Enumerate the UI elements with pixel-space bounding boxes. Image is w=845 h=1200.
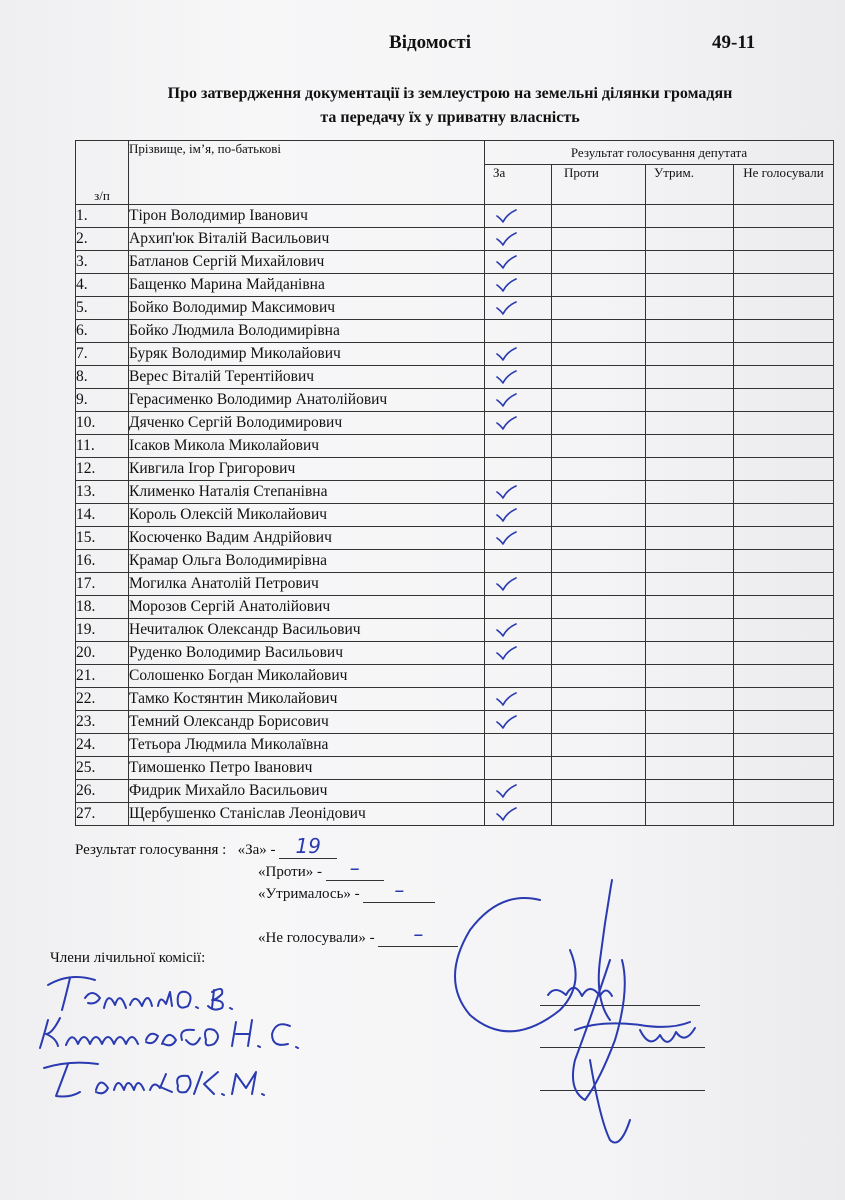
vote-proty-cell <box>552 297 646 320</box>
table-row <box>76 504 834 527</box>
vote-ne-cell <box>734 665 834 688</box>
vote-za-cell <box>485 527 552 550</box>
row-number: 3. <box>76 251 129 274</box>
row-number: 23. <box>76 711 129 734</box>
document-number: 49-11 <box>712 32 756 53</box>
za-value: 19 <box>295 834 321 858</box>
vote-proty-cell <box>552 757 646 780</box>
vote-ne-cell <box>734 320 834 343</box>
checkmark-icon <box>495 484 517 500</box>
vote-za-cell <box>485 780 552 803</box>
vote-proty-cell <box>552 343 646 366</box>
vote-utrym-cell <box>646 228 734 251</box>
row-number: 12. <box>76 458 129 481</box>
checkmark-icon <box>495 369 517 385</box>
vote-proty-cell <box>552 550 646 573</box>
checkmark-icon <box>495 576 517 592</box>
table-row <box>76 780 834 803</box>
vote-ne-cell <box>734 412 834 435</box>
row-number: 4. <box>76 274 129 297</box>
deputy-name: Тетьора Людмила Миколаївна <box>129 734 485 757</box>
vote-utrym-cell <box>646 297 734 320</box>
vote-utrym-cell <box>646 711 734 734</box>
header-ne-golosuvaly: Не голосували <box>734 165 834 205</box>
vote-ne-cell <box>734 573 834 596</box>
row-number: 17. <box>76 573 129 596</box>
table-row <box>76 642 834 665</box>
vote-za-cell <box>485 550 552 573</box>
deputy-name: Бойко Людмила Володимирівна <box>129 320 485 343</box>
row-number: 6. <box>76 320 129 343</box>
row-number: 8. <box>76 366 129 389</box>
utrym-label: «Утрималось» - <box>258 886 360 902</box>
vote-za-cell <box>485 803 552 826</box>
vote-utrym-cell <box>646 596 734 619</box>
vote-utrym-cell <box>646 366 734 389</box>
row-number: 13. <box>76 481 129 504</box>
vote-ne-cell <box>734 343 834 366</box>
vote-za-cell <box>485 504 552 527</box>
vote-utrym-cell <box>646 205 734 228</box>
checkmark-icon <box>495 415 517 431</box>
deputy-name: Темний Олександр Борисович <box>129 711 485 734</box>
table-row <box>76 205 834 228</box>
table-row <box>76 573 834 596</box>
vote-za-cell <box>485 665 552 688</box>
vote-proty-cell <box>552 389 646 412</box>
row-number: 18. <box>76 596 129 619</box>
document-title: Відомості <box>389 32 471 53</box>
signature-large <box>455 880 695 1143</box>
vote-ne-cell <box>734 757 834 780</box>
signature-line-3 <box>540 1090 705 1091</box>
row-number: 2. <box>76 228 129 251</box>
vote-za-cell <box>485 320 552 343</box>
vote-utrym-cell <box>646 504 734 527</box>
vote-ne-cell <box>734 711 834 734</box>
vote-utrym-cell <box>646 780 734 803</box>
ne-value: – <box>413 922 424 946</box>
deputy-name: Щербушенко Станіслав Леонідович <box>129 803 485 826</box>
vote-ne-cell <box>734 688 834 711</box>
vote-za-cell <box>485 228 552 251</box>
ne-value-field <box>378 922 458 947</box>
vote-ne-cell <box>734 435 834 458</box>
row-number: 7. <box>76 343 129 366</box>
vote-proty-cell <box>552 665 646 688</box>
commission-label: Члени лічильної комісії: <box>50 950 206 966</box>
table-row <box>76 596 834 619</box>
vote-za-cell <box>485 366 552 389</box>
vote-proty-cell <box>552 251 646 274</box>
deputy-name: Ісаков Микола Миколайович <box>129 435 485 458</box>
ne-label: «Не голосували» - <box>258 930 375 946</box>
vote-proty-cell <box>552 458 646 481</box>
checkmark-icon <box>495 645 517 661</box>
vote-za-cell <box>485 596 552 619</box>
deputy-name: Руденко Володимир Васильович <box>129 642 485 665</box>
checkmark-icon <box>495 622 517 638</box>
deputy-name: Крамар Ольга Володимирівна <box>129 550 485 573</box>
deputy-name: Тимошенко Петро Іванович <box>129 757 485 780</box>
voting-table <box>75 140 834 826</box>
vote-utrym-cell <box>646 251 734 274</box>
checkmark-icon <box>495 346 517 362</box>
deputy-name: Тірон Володимир Іванович <box>129 205 485 228</box>
table-row <box>76 320 834 343</box>
vote-za-cell <box>485 297 552 320</box>
vote-za-cell <box>485 688 552 711</box>
header-number: з/п <box>76 141 129 205</box>
vote-utrym-cell <box>646 757 734 780</box>
vote-ne-cell <box>734 458 834 481</box>
table-row <box>76 527 834 550</box>
vote-ne-cell <box>734 228 834 251</box>
table-row <box>76 803 834 826</box>
row-number: 20. <box>76 642 129 665</box>
checkmark-icon <box>495 530 517 546</box>
vote-utrym-cell <box>646 619 734 642</box>
table-row <box>76 481 834 504</box>
vote-za-cell <box>485 573 552 596</box>
deputy-name: Бойко Володимир Максимович <box>129 297 485 320</box>
document-subtitle <box>60 82 840 130</box>
table-row <box>76 366 834 389</box>
deputy-name: Фидрик Михайло Васильович <box>129 780 485 803</box>
table-row <box>76 343 834 366</box>
vote-proty-cell <box>552 573 646 596</box>
vote-ne-cell <box>734 734 834 757</box>
vote-za-cell <box>485 389 552 412</box>
vote-utrym-cell <box>646 274 734 297</box>
vote-ne-cell <box>734 550 834 573</box>
table-row <box>76 251 834 274</box>
deputy-name: Батланов Сергій Михайлович <box>129 251 485 274</box>
vote-utrym-cell <box>646 389 734 412</box>
vote-proty-cell <box>552 412 646 435</box>
vote-ne-cell <box>734 642 834 665</box>
vote-ne-cell <box>734 274 834 297</box>
vote-ne-cell <box>734 596 834 619</box>
vote-za-cell <box>485 412 552 435</box>
vote-ne-cell <box>734 504 834 527</box>
row-number: 19. <box>76 619 129 642</box>
result-utrym-line <box>258 878 435 903</box>
row-number: 1. <box>76 205 129 228</box>
vote-proty-cell <box>552 320 646 343</box>
deputy-name: Архип'юк Віталій Васильович <box>129 228 485 251</box>
header-utrym: Утрим. <box>646 165 734 205</box>
proty-value: – <box>349 856 360 880</box>
result-za-line <box>75 834 337 859</box>
proty-label: «Проти» - <box>258 864 322 880</box>
vote-utrym-cell <box>646 642 734 665</box>
vote-proty-cell <box>552 435 646 458</box>
vote-ne-cell <box>734 205 834 228</box>
vote-ne-cell <box>734 619 834 642</box>
vote-ne-cell <box>734 803 834 826</box>
row-number: 21. <box>76 665 129 688</box>
vote-utrym-cell <box>646 803 734 826</box>
row-number: 25. <box>76 757 129 780</box>
vote-utrym-cell <box>646 573 734 596</box>
table-row <box>76 228 834 251</box>
table-row <box>76 389 834 412</box>
table-row <box>76 274 834 297</box>
deputy-name: Верес Віталій Терентійович <box>129 366 485 389</box>
deputy-name: Морозов Сергій Анатолійович <box>129 596 485 619</box>
vote-proty-cell <box>552 504 646 527</box>
deputy-name: Косюченко Вадим Андрійович <box>129 527 485 550</box>
deputy-name: Буряк Володимир Миколайович <box>129 343 485 366</box>
checkmark-icon <box>495 691 517 707</box>
vote-proty-cell <box>552 711 646 734</box>
signature-line-1 <box>540 1005 700 1006</box>
signature-line-2 <box>540 1047 705 1048</box>
row-number: 14. <box>76 504 129 527</box>
checkmark-icon <box>495 277 517 293</box>
table-row <box>76 550 834 573</box>
vote-za-cell <box>485 343 552 366</box>
vote-za-cell <box>485 205 552 228</box>
row-number: 24. <box>76 734 129 757</box>
table-row <box>76 435 834 458</box>
vote-proty-cell <box>552 527 646 550</box>
checkmark-icon <box>495 254 517 270</box>
vote-za-cell <box>485 458 552 481</box>
row-number: 26. <box>76 780 129 803</box>
row-number: 16. <box>76 550 129 573</box>
row-number: 10. <box>76 412 129 435</box>
vote-utrym-cell <box>646 527 734 550</box>
vote-proty-cell <box>552 642 646 665</box>
vote-za-cell <box>485 251 552 274</box>
vote-utrym-cell <box>646 320 734 343</box>
vote-ne-cell <box>734 527 834 550</box>
vote-proty-cell <box>552 734 646 757</box>
row-number: 27. <box>76 803 129 826</box>
vote-proty-cell <box>552 274 646 297</box>
table-row <box>76 619 834 642</box>
checkmark-icon <box>495 806 517 822</box>
vote-za-cell <box>485 757 552 780</box>
vote-utrym-cell <box>646 458 734 481</box>
checkmark-icon <box>495 507 517 523</box>
checkmark-icon <box>495 783 517 799</box>
signature-klymenko <box>40 1018 298 1048</box>
subtitle-line-1: Про затвердження документації із землеустрою на земельні ділянки громадян <box>167 85 733 102</box>
table-row <box>76 412 834 435</box>
header-za: За <box>485 165 552 205</box>
za-label: «За» - <box>237 842 276 858</box>
table-row <box>76 688 834 711</box>
deputy-name: Клименко Наталія Степанівна <box>129 481 485 504</box>
table-row <box>76 665 834 688</box>
checkmark-icon <box>495 231 517 247</box>
vote-za-cell <box>485 481 552 504</box>
deputy-name: Солошенко Богдан Миколайович <box>129 665 485 688</box>
row-number: 22. <box>76 688 129 711</box>
vote-proty-cell <box>552 366 646 389</box>
table-row <box>76 734 834 757</box>
results-label: Результат голосування : <box>75 842 227 858</box>
row-number: 11. <box>76 435 129 458</box>
vote-proty-cell <box>552 596 646 619</box>
vote-utrym-cell <box>646 435 734 458</box>
deputy-name: Бащенко Марина Майданівна <box>129 274 485 297</box>
header-name: Прізвище, ім’я, по-батькові <box>129 141 485 205</box>
vote-za-cell <box>485 711 552 734</box>
table-row <box>76 757 834 780</box>
vote-utrym-cell <box>646 688 734 711</box>
table-row <box>76 711 834 734</box>
table-row <box>76 297 834 320</box>
signature-tamko <box>44 1063 264 1097</box>
checkmark-icon <box>495 714 517 730</box>
deputy-name: Король Олексій Миколайович <box>129 504 485 527</box>
signature-temnyi <box>48 977 232 1010</box>
checkmark-icon <box>495 392 517 408</box>
vote-za-cell <box>485 435 552 458</box>
result-ne-line <box>258 922 458 947</box>
vote-utrym-cell <box>646 412 734 435</box>
deputy-name: Тамко Костянтин Миколайович <box>129 688 485 711</box>
utrym-value-field <box>363 878 435 903</box>
vote-utrym-cell <box>646 665 734 688</box>
vote-ne-cell <box>734 780 834 803</box>
row-number: 9. <box>76 389 129 412</box>
deputy-name: Кивгила Ігор Григорович <box>129 458 485 481</box>
vote-ne-cell <box>734 251 834 274</box>
vote-za-cell <box>485 619 552 642</box>
deputy-name: Дяченко Сергій Володимирович <box>129 412 485 435</box>
table-row <box>76 458 834 481</box>
vote-za-cell <box>485 734 552 757</box>
row-number: 15. <box>76 527 129 550</box>
vote-proty-cell <box>552 803 646 826</box>
vote-proty-cell <box>552 780 646 803</box>
deputy-name: Могилка Анатолій Петрович <box>129 573 485 596</box>
deputy-name: Герасименко Володимир Анатолійович <box>129 389 485 412</box>
deputy-name: Нечиталюк Олександр Васильович <box>129 619 485 642</box>
vote-utrym-cell <box>646 550 734 573</box>
header-result: Результат голосування депутата <box>485 141 834 165</box>
vote-ne-cell <box>734 481 834 504</box>
vote-proty-cell <box>552 481 646 504</box>
vote-za-cell <box>485 274 552 297</box>
utrym-value: – <box>394 878 405 902</box>
vote-proty-cell <box>552 228 646 251</box>
vote-utrym-cell <box>646 734 734 757</box>
header-proty: Проти <box>552 165 646 205</box>
vote-ne-cell <box>734 389 834 412</box>
vote-ne-cell <box>734 366 834 389</box>
checkmark-icon <box>495 300 517 316</box>
vote-za-cell <box>485 642 552 665</box>
checkmark-icon <box>495 208 517 224</box>
row-number: 5. <box>76 297 129 320</box>
vote-proty-cell <box>552 619 646 642</box>
vote-proty-cell <box>552 205 646 228</box>
vote-utrym-cell <box>646 481 734 504</box>
voting-rows <box>76 205 834 826</box>
vote-proty-cell <box>552 688 646 711</box>
vote-ne-cell <box>734 297 834 320</box>
subtitle-line-2: та передачу їх у приватну власність <box>320 109 580 126</box>
vote-utrym-cell <box>646 343 734 366</box>
